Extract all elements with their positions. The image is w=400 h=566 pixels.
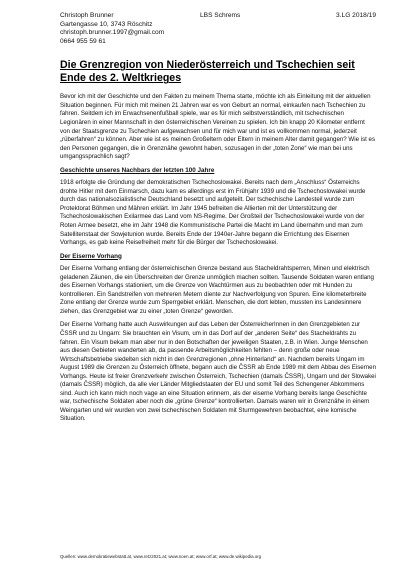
iron-curtain-paragraph-2: Der Eiserne Vorhang hatte auch Auswirkungen auf das Leben der ÖsterreicherInnen in den Grenzgebieten zur ČSSR und zu Ungarn: Sie brauchten ein Visum, um in das Dorf auf der „anderen Seite“ des Stacheldrahts zu fahren. Ein Visum bekam man aber nur in den Botschaften der jeweiligen Staaten, z.B. in Wien. Junge Menschen aus diesen Gebieten wanderten ab, da passende Arbeitsmöglichkeiten fehlten – denn große oder neue Wirtschaftsbetriebe siedelten sich nicht in den Grenzregionen „ohne Hinterland“ an. Nachdem bereits Ungarn im August 1989 die Grenzen zu Österreich öffnete, begann auch die ČSSR ab Ende 1989 mit dem Abbau des Eisernen Vorhangs. Heute ist freier Grenzverkehr zwischen Österreich, Tschechien (damals ČSSR), Ungarn und der Slowakei (damals ČSSR) möglich, da alle vier Länder Mitgliedstaaten der EU und somit Teil des Schengener Abkommens sind. Auch ich kann mich noch vage an eine Situation erinnern, als der eiserne Vorhang bereits lange Geschichte war, tschechische Soldaten aber noch die „grüne Grenze“ kontrollierten. Damals waren wir in Grenznähe in einem Weingarten und wir wurden von zwei tschechischen Soldaten mit Sturmgewehren beobachtet, eine komische Situation. xyxy=(60,321,376,423)
section-heading-iron-curtain: Der Eiserne Vorhang xyxy=(60,252,122,260)
document-title: Die Grenzregion von Niederösterreich und Tschechien seit Ende des 2. Weltkrieges xyxy=(60,59,355,85)
intro-paragraph: Bevor ich mit der Geschichte und den Fakten zu meinem Thema starte, möchte ich als Einleitung mit der aktuellen Situation beginnen. Für mich mit meinen 21 Jahren war es von Geburt an normal, einkaufen nach Tschechien zu fahren. Seitdem ich im Erwachsenenfußball spiele, war es für mich selbstverständlich, mit tschechischen Legionären in einer Mannschaft in den österreichischen Vereinen zu spielen. Ich bin knapp 20 Kilometer entfernt von der Staatsgrenze zu Tschechien aufgewachsen und für mich war und ist es vollkommen normal, jederzeit „rüberfahren“ zu können. Aber wie ist es meinen Großeltern oder Eltern in meinem Alter damit gegangen? Wie ist es den Personen gegangen, die in Grenznähe gewohnt haben, sozusagen in der „toten Zone“ wie man bei uns umgangssprachlich sagt? xyxy=(60,93,376,161)
author-address: Gartengasse 10, 3743 Röschitz xyxy=(60,20,153,28)
school-name: LBS Schrems xyxy=(200,12,241,19)
section-heading-history: Geschichte unseres Nachbars der letzten 100 Jahre xyxy=(60,166,215,174)
iron-curtain-paragraph-1: Der Eiserne Vorhang entlang der österreichischen Grenze bestand aus Stacheldrahtsperren, Minen und elektrisch geladenen Zäunen, die ein Überschreiten der Grenze unmöglich machen sollten. Tausende Soldaten waren entlang des Eisernen Vorhangs stationiert, um die Grenze von Wachtürmen aus zu beobachten oder mit Hunden zu kontrollieren. Ein Sandstreifen von mehreren Metern diente zur Nachverfolgung von Spuren. Eine kilometerbreite Zone entlang der Grenze wurde zum Sperrgebiet erklärt. Menschen, die dort lebten, mussten ins Landesinnere ziehen, das Grenzgebiet war zu einer „toten Grenze“ geworden. xyxy=(60,265,374,315)
document-header xyxy=(60,12,376,46)
author-name: Christoph Brunner xyxy=(60,12,114,19)
author-email: christoph.brunner.1997@gmail.com xyxy=(60,29,165,37)
history-paragraph: 1918 erfolgte die Gründung der demokratischen Tschechoslowakei. Bereits nach dem „Anschluss“ Österreichs drohte Hitler mit dem Einmarsch, dazu kam es allerdings erst im Frühjahr 1939 und die Tschechoslowakei wurde durch das nationalsozialistische Deutschland besetzt und aufgeteilt. Der tschechische Landesteil wurde zum Protektorat Böhmen und Mähren erklärt. Im Jahr 1945 befreiten die Allierten mit der Unterstützung der Tschechoslowakischen Exilarmee das Land vom NS-Regime. Der Großteil der Tschechoslowakei wurde von der Roten Armee besetzt, ehe im Jahr 1948 die Kommunistische Partei die Macht im Land übernahm und man zum Satellitenstaat der Sowjetunion wurde. Bereits Ende der 1940er-Jahre begann die Errichtung des Eisernen Vorhangs, es gab keine Reisefreiheit mehr für die Bürger der Tschechoslowakei. xyxy=(60,179,366,247)
sources-footnote: Quellen: www.demokratiewebstatt.at, www.retz2021.at; www.noen.at; www.orf.at; www.de.wikipedia.org xyxy=(60,554,262,559)
author-phone: 0664 955 59 61 xyxy=(60,37,106,45)
author-contact-block xyxy=(60,12,180,46)
class-year: 3.LG 2018/19 xyxy=(336,12,376,19)
